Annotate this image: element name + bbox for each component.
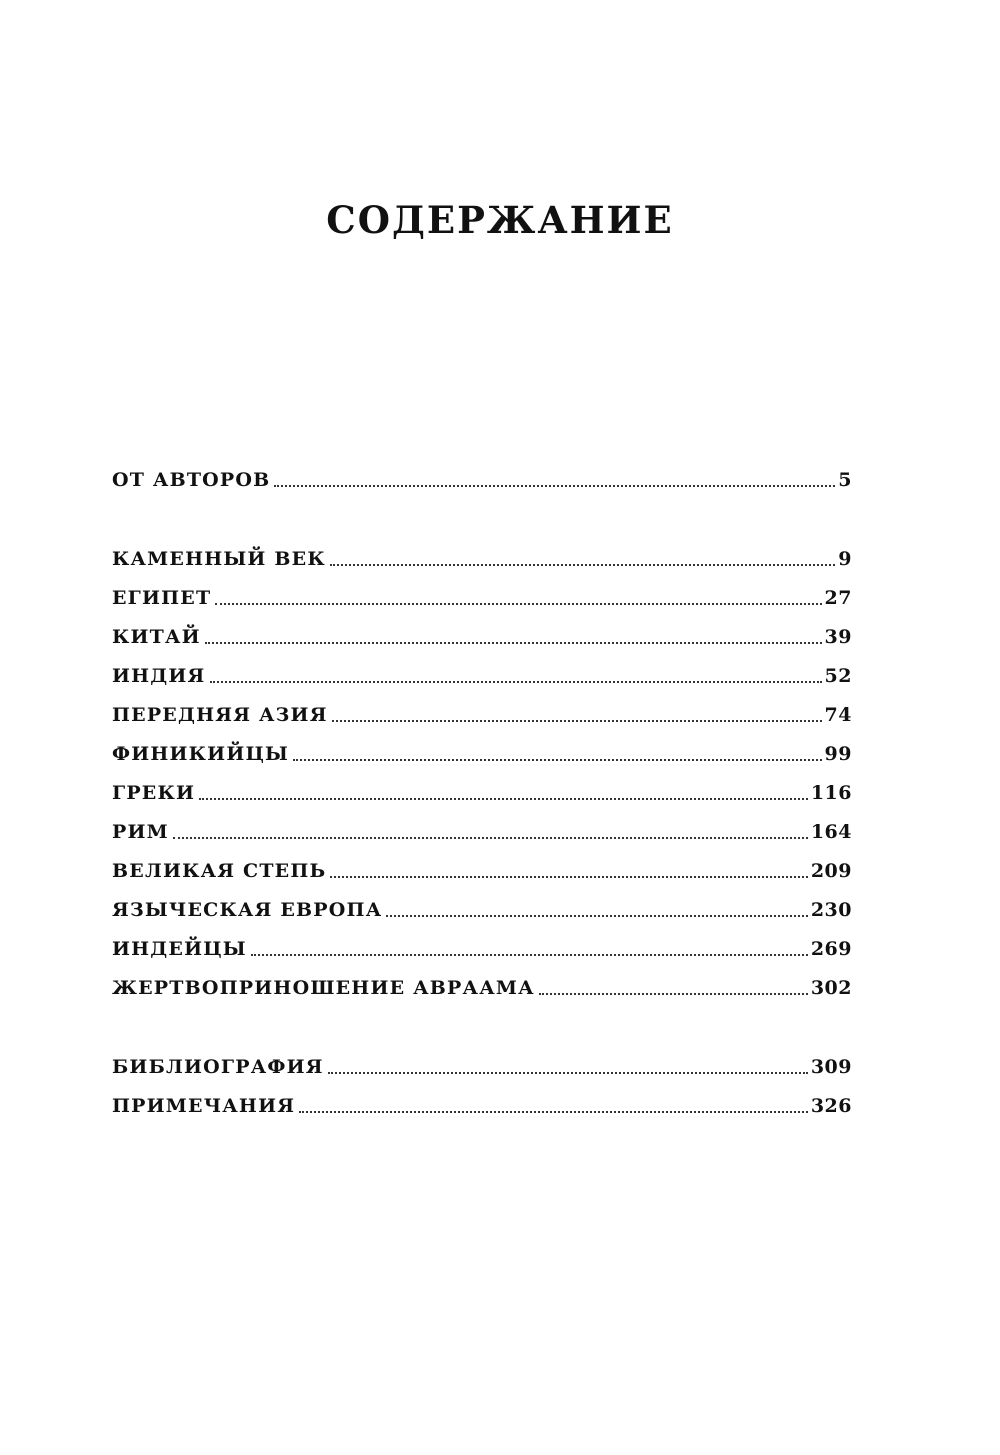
toc-entry-label: КАМЕННЫЙ ВЕК	[112, 548, 326, 570]
toc-entry-page-number: 99	[824, 743, 852, 765]
dot-leader	[328, 1071, 808, 1074]
dot-leader	[205, 641, 822, 644]
toc-entry-page-number: 27	[824, 587, 852, 609]
toc-entry-page-number: 5	[838, 469, 852, 491]
dot-leader	[251, 953, 808, 956]
toc-entry-page-number: 52	[824, 665, 852, 687]
toc-entry-label: РИМ	[112, 821, 169, 843]
toc-entry-page-number: 164	[810, 821, 852, 843]
dot-leader	[210, 680, 822, 683]
toc-entry-label: ПРИМЕЧАНИЯ	[112, 1095, 296, 1117]
toc-entry-pagan-europe[interactable]	[112, 892, 852, 922]
toc-entry-page-number: 9	[838, 548, 852, 570]
toc-entry-label: ФИНИКИЙЦЫ	[112, 743, 290, 765]
toc-entry-from-authors[interactable]	[112, 462, 852, 492]
toc-entry-label: ЕГИПЕТ	[112, 587, 212, 609]
page-title: СОДЕРЖАНИЕ	[326, 198, 674, 242]
dot-leader	[199, 797, 808, 800]
toc-entry-china[interactable]	[112, 619, 852, 649]
dot-leader	[539, 992, 808, 995]
toc-entry-page-number: 39	[824, 626, 852, 648]
toc-entry-page-number: 74	[824, 704, 852, 726]
toc-entry-india[interactable]	[112, 658, 852, 688]
dot-leader	[173, 836, 808, 839]
dot-leader	[332, 719, 822, 722]
toc-entry-label: ПЕРЕДНЯЯ АЗИЯ	[112, 704, 328, 726]
toc-entry-label: ЯЗЫЧЕСКАЯ ЕВРОПА	[112, 899, 383, 921]
toc-entry-near-east[interactable]	[112, 697, 852, 727]
toc-entry-notes[interactable]	[112, 1088, 852, 1118]
toc-entry-label: ГРЕКИ	[112, 782, 196, 804]
dot-leader	[330, 563, 835, 566]
toc-entry-page-number: 326	[810, 1095, 852, 1117]
toc-entry-label: ИНДЕЙЦЫ	[112, 938, 247, 960]
toc-entry-page-number: 116	[810, 782, 852, 804]
toc-entry-page-number: 269	[810, 938, 852, 960]
toc-entry-bibliography[interactable]	[112, 1049, 852, 1079]
toc-entry-phoenicians[interactable]	[112, 736, 852, 766]
toc-entry-rome[interactable]	[112, 814, 852, 844]
toc-entry-page-number: 302	[810, 977, 852, 999]
toc-entry-label: ВЕЛИКАЯ СТЕПЬ	[112, 860, 327, 882]
dot-leader	[215, 602, 821, 605]
toc-entry-page-number: 230	[810, 899, 852, 921]
dot-leader	[274, 484, 835, 487]
toc-entry-label: ЖЕРТВОПРИНОШЕНИЕ АВРААМА	[112, 977, 535, 999]
dot-leader	[386, 914, 807, 917]
toc-entry-label: БИБЛИОГРАФИЯ	[112, 1056, 324, 1078]
dot-leader	[330, 875, 807, 878]
toc-entry-page-number: 309	[810, 1056, 852, 1078]
toc-entry-indians[interactable]	[112, 931, 852, 961]
dot-leader	[299, 1110, 808, 1113]
toc-entry-stone-age[interactable]	[112, 541, 852, 571]
toc-entry-label: ИНДИЯ	[112, 665, 206, 687]
toc-entry-greeks[interactable]	[112, 775, 852, 805]
toc-entry-label: ОТ АВТОРОВ	[112, 469, 271, 491]
toc-entry-great-steppe[interactable]	[112, 853, 852, 883]
dot-leader	[293, 758, 821, 761]
toc-entry-label: КИТАЙ	[112, 626, 201, 648]
toc-entry-sacrifice-of-abraham[interactable]	[112, 970, 852, 1000]
toc-entry-page-number: 209	[810, 860, 852, 882]
toc-entry-egypt[interactable]	[112, 580, 852, 610]
